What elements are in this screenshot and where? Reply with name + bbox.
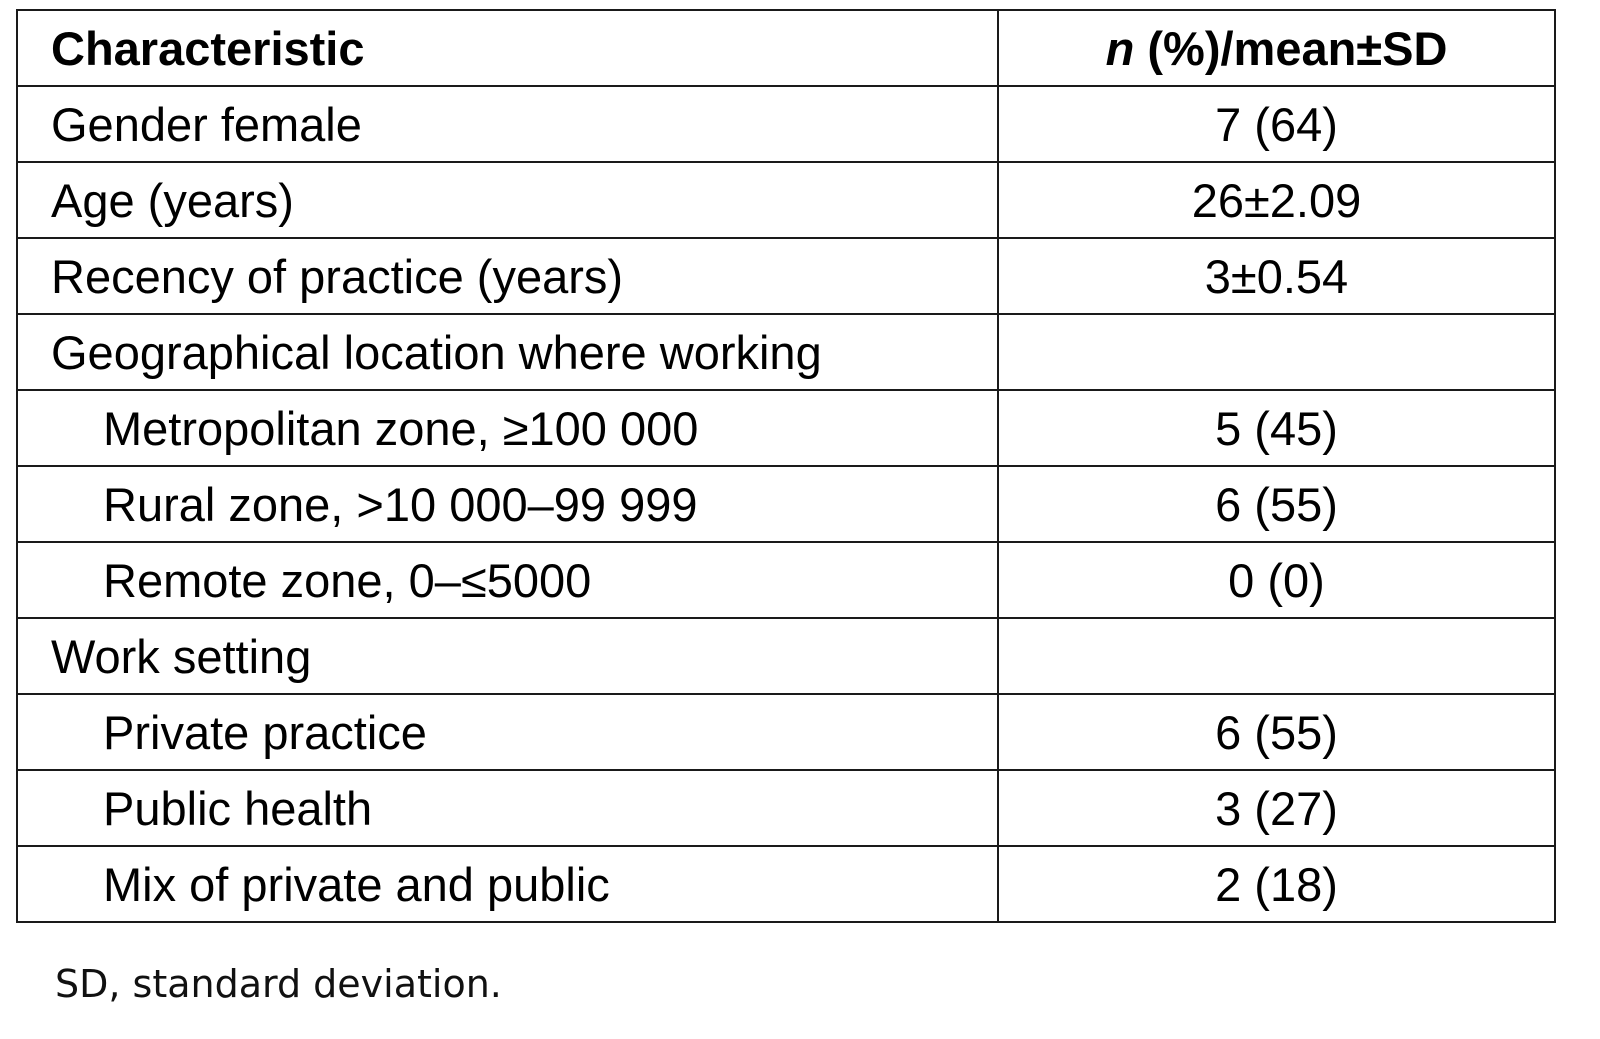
table-row	[17, 846, 1555, 922]
table-row	[17, 390, 1555, 466]
table-row	[17, 694, 1555, 770]
row-label: Mix of private and public	[17, 846, 998, 922]
table-row	[17, 466, 1555, 542]
row-value: 2 (18)	[998, 846, 1555, 922]
table-row	[17, 238, 1555, 314]
table-header-row	[17, 10, 1555, 86]
row-value: 6 (55)	[998, 694, 1555, 770]
row-label: Metropolitan zone, ≥100 000	[17, 390, 998, 466]
row-value: 5 (45)	[998, 390, 1555, 466]
header-characteristic: Characteristic	[17, 10, 998, 86]
row-label: Private practice	[17, 694, 998, 770]
row-value: 3 (27)	[998, 770, 1555, 846]
row-value: 26±2.09	[998, 162, 1555, 238]
header-value	[998, 10, 1555, 86]
section-label: Geographical location where working	[17, 314, 998, 390]
table-row	[17, 162, 1555, 238]
row-value: 7 (64)	[998, 86, 1555, 162]
table-row	[17, 542, 1555, 618]
row-label: Public health	[17, 770, 998, 846]
row-label: Gender female	[17, 86, 998, 162]
section-label: Work setting	[17, 618, 998, 694]
row-label: Rural zone, >10 000–99 999	[17, 466, 998, 542]
table-section-row	[17, 618, 1555, 694]
row-value	[998, 618, 1555, 694]
table-row	[17, 770, 1555, 846]
characteristics-table-container	[16, 9, 1554, 923]
row-value	[998, 314, 1555, 390]
header-value-rest: (%)/mean±SD	[1134, 21, 1448, 75]
row-value: 3±0.54	[998, 238, 1555, 314]
row-value: 6 (55)	[998, 466, 1555, 542]
row-value: 0 (0)	[998, 542, 1555, 618]
row-label: Age (years)	[17, 162, 998, 238]
header-value-n: n	[1105, 21, 1135, 75]
characteristics-table	[16, 9, 1556, 923]
row-label: Recency of practice (years)	[17, 238, 998, 314]
table-footnote: SD, standard deviation.	[55, 962, 502, 1006]
table-row	[17, 86, 1555, 162]
row-label: Remote zone, 0–≤5000	[17, 542, 998, 618]
table-section-row	[17, 314, 1555, 390]
